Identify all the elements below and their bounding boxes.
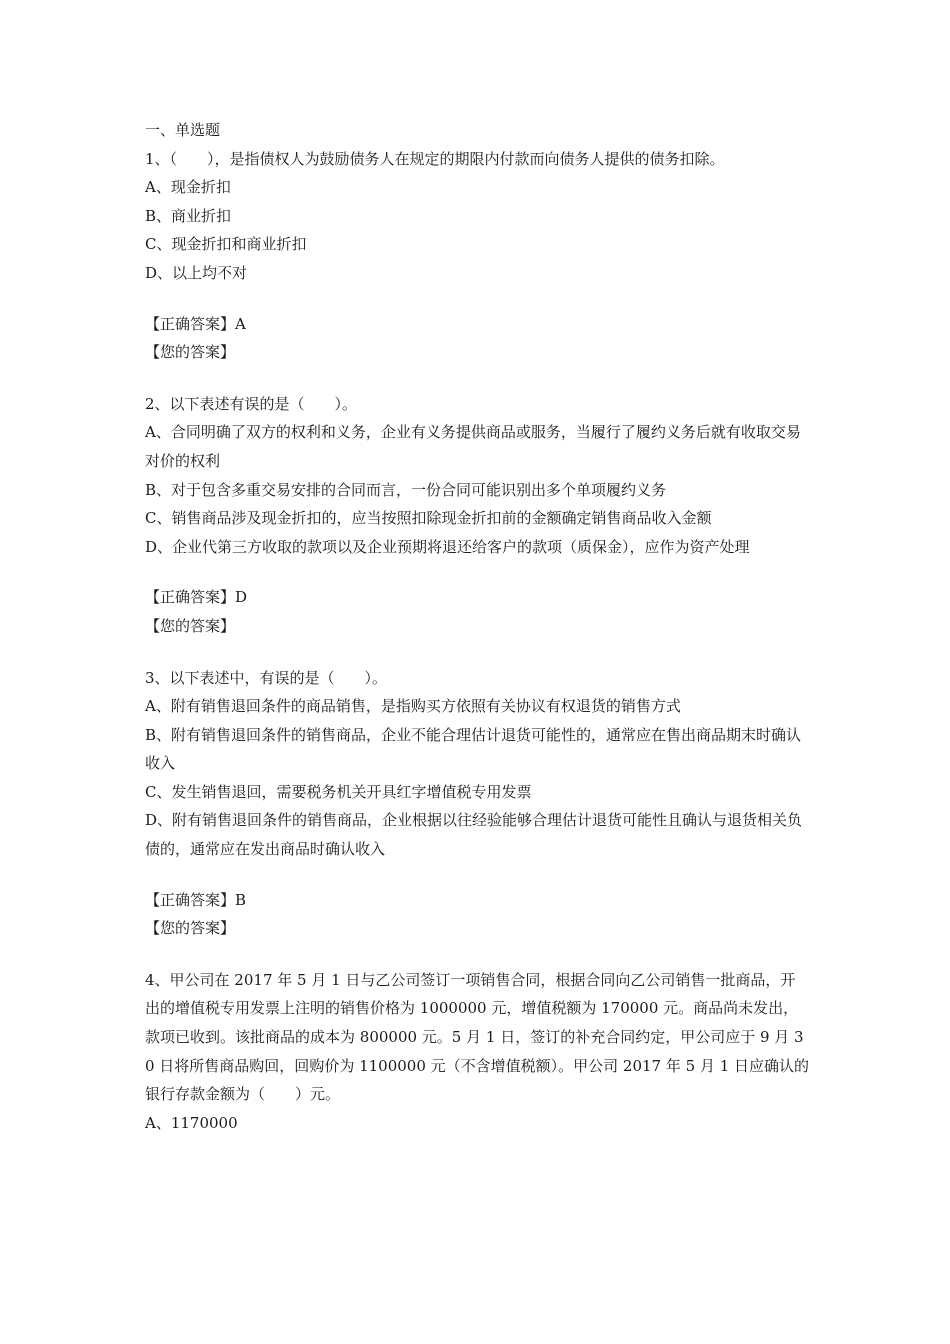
question-4 bbox=[145, 966, 810, 1138]
question-stem: 3、以下表述中，有误的是（ ）。 bbox=[145, 668, 388, 687]
option-b: B、商业折扣 bbox=[145, 206, 232, 225]
correct-answer: 【正确答案】B bbox=[145, 890, 247, 909]
your-answer: 【您的答案】 bbox=[145, 616, 236, 635]
option-c: C、发生销售退回，需要税务机关开具红字增值税专用发票 bbox=[145, 782, 532, 801]
option-d: D、企业代第三方收取的款项以及企业预期将退还给客户的款项（质保金），应作为资产处理 bbox=[145, 537, 750, 556]
question-3 bbox=[145, 664, 810, 943]
option-b: B、附有销售退回条件的销售商品，企业不能合理估计退货可能性的，通常应在售出商品期末时确认收入 bbox=[145, 725, 802, 773]
your-answer: 【您的答案】 bbox=[145, 919, 236, 938]
section-title: 一、单选题 bbox=[145, 121, 221, 139]
question-stem: 4、甲公司在 2017 年 5 月 1 日与乙公司签订一项销售合同，根据合同向乙公司销售一批商品，开出的增值税专用发票上注明的销售价格为 1000000 元，增值税额为 170000 元。商品尚未发出，款项已收到。该批商品的成本为 800000 元。5 月 1 日，签订的补充合同约定，甲公司应于 9 月 30 日将所售商品购回，回购价为 1100000 元（不含增值税额）。甲公司 2017 年 5 月 1 日应确认的银行存款金额为（ ）元。 bbox=[145, 970, 810, 1104]
option-a: A、现金折扣 bbox=[145, 178, 231, 197]
option-a: A、附有销售退回条件的商品销售，是指购买方依照有关协议有权退货的销售方式 bbox=[145, 697, 681, 716]
question-stem: 2、以下表述有误的是（ ）。 bbox=[145, 394, 358, 413]
question-2 bbox=[145, 390, 810, 641]
option-c: C、销售商品涉及现金折扣的，应当按照扣除现金折扣前的金额确定销售商品收入金额 bbox=[145, 509, 712, 528]
option-d: D、附有销售退回条件的销售商品，企业根据以往经验能够合理估计退货可能性且确认与退货相关负债的，通常应在发出商品时确认收入 bbox=[145, 811, 803, 859]
document-content bbox=[145, 116, 810, 1137]
question-stem: 1、（ ），是指债权人为鼓励债务人在规定的期限内付款而向债务人提供的债务扣除。 bbox=[145, 149, 725, 168]
correct-answer: 【正确答案】A bbox=[145, 314, 246, 333]
option-a: A、1170000 bbox=[145, 1113, 238, 1132]
question-1 bbox=[145, 145, 810, 367]
option-d: D、以上均不对 bbox=[145, 263, 248, 282]
option-a: A、合同明确了双方的权利和义务，企业有义务提供商品或服务，当履行了履约义务后就有收取交易对价的权利 bbox=[145, 423, 801, 470]
your-answer: 【您的答案】 bbox=[145, 343, 236, 362]
correct-answer: 【正确答案】D bbox=[145, 588, 248, 607]
option-c: C、现金折扣和商业折扣 bbox=[145, 235, 307, 254]
option-b: B、对于包含多重交易安排的合同而言，一份合同可能识别出多个单项履约义务 bbox=[145, 480, 667, 499]
